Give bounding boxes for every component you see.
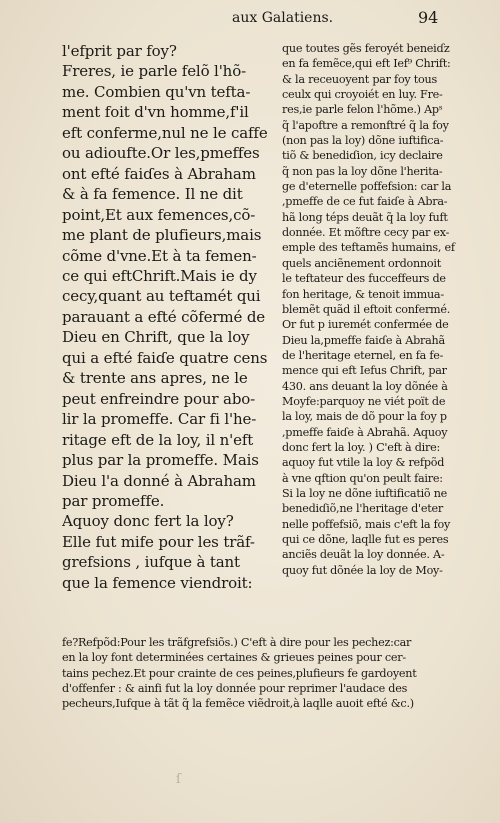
commentary-line: Or fut p iuremét confermée de <box>282 318 449 332</box>
commentary-line: tains pechez.Et pour crainte de ces peines,plufieurs fe gardoyent <box>62 666 417 680</box>
commentary-line: nelle poffefsiõ, mais c'eft la foy <box>282 517 451 531</box>
text-line: Aquoy donc fert la loy? <box>62 512 234 531</box>
commentary-line: Moyfe:parquoy ne viét poït de <box>282 394 446 408</box>
commentary-line: ,pmeffe de ce fut faiɗe à Abra- <box>282 195 448 209</box>
commentary-line: (non pas la loy) dõne iuftifica- <box>282 134 444 148</box>
commentary-line: que toutes gẽs feroyét beneiɗz <box>282 42 450 55</box>
commentary-line: blemẽt quãd il eftoit confermé. <box>282 302 451 316</box>
text-line: cecy,quant au teftamét qui <box>62 287 261 306</box>
commentary-line: hã long téps deuãt q̃ la loy fuft <box>282 210 448 224</box>
text-line: ou adioufte.Or les,pmeffes <box>62 144 260 163</box>
text-line: Freres, ie parle felõ l'hõ- <box>62 62 246 81</box>
page-number: 94 <box>418 8 439 27</box>
commentary-line: ge d'eternelle poffefsion: car la <box>282 180 452 194</box>
text-line: Dieu en Chrift, que la loy <box>62 328 250 347</box>
commentary-line: de l'heritage eternel, en fa fe- <box>282 348 444 362</box>
commentary-line: donnée. Et mõftre cecy par ex- <box>282 226 450 240</box>
text-line: peut enfreindre pour abo- <box>62 389 256 408</box>
text-line: par promeffe. <box>62 491 165 510</box>
commentary-line: en la loy font determinées certaines & grieues peines pour cer- <box>62 651 406 665</box>
text-line: me. Combien qu'vn tefta- <box>62 82 251 101</box>
text-line: ce qui eftChrift.Mais ie dy <box>62 266 257 285</box>
commentary-line: benediɗiõ,ne l'heritage d'eter <box>282 502 443 516</box>
commentary-line: ceulx qui croyoiét en luy. Fre- <box>282 88 443 102</box>
commentary-line: quoy fut dõnée la loy de Moy- <box>282 563 443 577</box>
text-line: eft conferme,nul ne le caffe <box>62 123 268 142</box>
text-line: lir la promeffe. Car fi l'he- <box>62 410 257 429</box>
text-line: & trente ans apres, ne le <box>62 369 248 388</box>
commentary-line: fon heritage, & tenoit immua- <box>282 287 444 301</box>
text-line: cõme d'vne.Et à ta femen- <box>62 246 257 265</box>
text-line: plus par la promeffe. Mais <box>62 451 259 470</box>
commentary-line: Dieu la,pmeffe faiɗe à Abrahã <box>282 333 445 347</box>
main-text-column <box>62 41 277 593</box>
commentary-line: q̃ l'apoftre a remonftré q̃ la foy <box>282 118 449 132</box>
commentary-line: 430. ans deuant la loy dõnée à <box>282 379 448 393</box>
text-line: Dieu l'a donné à Abraham <box>62 471 256 490</box>
text-line: ont efté faiɗes à Abraham <box>62 164 256 183</box>
commentary-line: mence qui eft Iefus Chrift, par <box>282 364 447 378</box>
commentary-line: le teftateur des fucceffeurs de <box>282 272 446 286</box>
text-line: l'efprit par foy? <box>62 42 177 60</box>
commentary-line: res,ie parle felon l'hõme.) Apˢ <box>282 103 443 117</box>
text-line: & à fa femence. Il ne dit <box>62 185 243 204</box>
text-line: grefsions , iufque à tant <box>62 553 240 572</box>
commentary-line: aquoy fut vtile la loy & refpõd <box>282 456 445 470</box>
commentary-line: pecheurs,Iufque à tãt q̃ la femẽce viẽdroit,à laqlle auoit efté &c.) <box>62 697 414 711</box>
text-line: que la femence viendroit: <box>62 573 253 592</box>
running-head: aux Galatiens. <box>232 10 334 26</box>
commentary-line: quels anciẽnement ordonnoit <box>282 256 441 270</box>
commentary-line: & la receuoyent par foy tous <box>282 72 437 86</box>
commentary-line: anciẽs deuãt la loy donnée. A- <box>282 548 445 562</box>
commentary-continuation <box>62 635 488 712</box>
commentary-line: emple des teftamẽs humains, ef <box>282 241 455 255</box>
text-line: Elle fut mife pour les trãf- <box>62 532 255 551</box>
commentary-column <box>282 41 488 578</box>
text-line: ment foit d'vn homme,f'il <box>62 103 249 122</box>
text-line: parauant a efté cõfermé de <box>62 307 266 326</box>
commentary-line: ,pmeffe faiɗe à Abrahã. Aquoy <box>282 425 448 439</box>
text-line: point,Et aux femences,cõ- <box>62 205 256 224</box>
commentary-line: d'offenfer : & ainfi fut la loy donnée pour reprimer l'audace des <box>62 682 408 696</box>
page-blemish-mark: ſ <box>176 772 181 787</box>
commentary-line: à vne qftion qu'on peult faire: <box>282 471 443 485</box>
commentary-line: qui ce dõne, laqlle fut es peres <box>282 533 449 546</box>
page-header <box>0 4 500 32</box>
commentary-line: tiõ & benediɗion, icy declaire <box>282 149 443 163</box>
commentary-line: Si la loy ne dõne iuftificatiõ ne <box>282 486 448 500</box>
commentary-line: la loy, mais de dõ pour la foy p <box>282 410 447 424</box>
commentary-line: donc fert la loy. ) C'eft à dire: <box>282 440 440 454</box>
text-line: ritage eft de la loy, il n'eft <box>62 430 254 449</box>
text-line: me plant de plufieurs,mais <box>62 226 262 245</box>
commentary-line: fe?Refpõd:Pour les trãfgrefsiõs.) C'eft à dire pour les pechez:car <box>62 636 412 649</box>
text-line: qui a efté faiɗe quatre cens <box>62 348 268 367</box>
commentary-line: q̃ non pas la loy dõne l'herita- <box>282 164 443 178</box>
commentary-line: en fa femẽce,qui eft Ief⁹ Chrift: <box>282 57 451 71</box>
